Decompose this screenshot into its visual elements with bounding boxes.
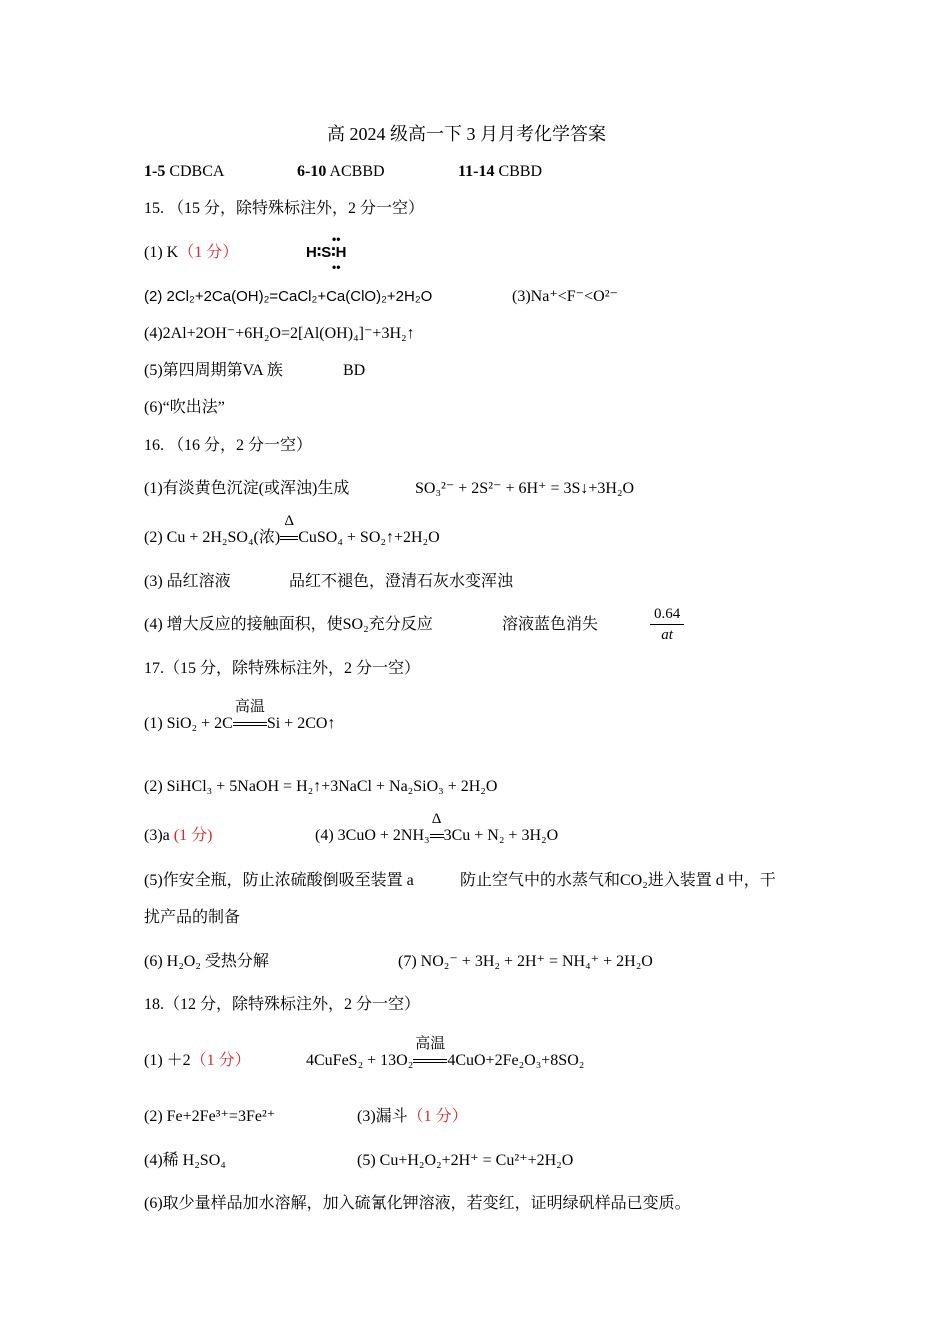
q18-part1	[144, 1051, 251, 1071]
q16-part1-b: SO₃²⁻ + 2S²⁻ + 6H⁺ = 3S↓+3H₂O	[415, 480, 635, 497]
q18-part4: (4)稀 H₂SO₄	[144, 1152, 226, 1169]
q15-part1	[144, 243, 238, 263]
q17-part5-a: (5)作安全瓶，防止浓硫酸倒吸至装置 a	[144, 872, 414, 889]
mc-group-2	[297, 162, 385, 182]
q17-part4-reactants: (4) 3CuO + 2NH₃	[315, 827, 430, 844]
mc-group-3-label: 11-14	[458, 163, 495, 180]
q15-part6: (6)“吹出法”	[144, 399, 225, 416]
equals-bar	[413, 1059, 447, 1063]
q16-part2-products: CuSO₄ + SO₂↑+2H₂O	[298, 529, 440, 546]
q18-header: 18.（12 分，除特殊标注外，2 分一空）	[144, 996, 421, 1013]
page-title: 高 2024 级高一下 3 月月考化学答案	[327, 124, 606, 144]
heat-symbol: Δ	[431, 811, 442, 827]
q17-header: 17.（15 分，除特殊标注外，2 分一空）	[144, 660, 421, 677]
q16-part3-b: 品红不褪色，澄清石灰水变浑浊	[289, 573, 514, 590]
equals-bar	[233, 722, 267, 726]
equals-bar	[280, 536, 298, 540]
q18-part3-answer: (3)漏斗	[357, 1108, 408, 1125]
high-temp-label: 高温	[234, 699, 265, 715]
q15-part5-b: BD	[343, 362, 366, 379]
q16-part4-a: (4) 增大反应的接触面积，使SO₂充分反应	[144, 616, 433, 633]
q17-part2: (2) SiHCl₃ + 5NaOH = H₂↑+3NaCl + Na₂SiO₃ + 2H₂O	[144, 778, 498, 795]
q18-part1-condition	[413, 1036, 447, 1071]
mc-group-1-label: 1-5	[144, 163, 166, 180]
q17-part3-answer: (3)a	[144, 827, 170, 844]
q18-part1-score: （1 分）	[190, 1052, 251, 1069]
q17-part1	[144, 699, 336, 734]
q15-part2: (2) 2Cl₂+2Ca(OH)₂=CaCl₂+Ca(ClO)₂+2H₂O	[144, 288, 433, 305]
q18-part1-reactants: 4CuFeS₂ + 13O₂	[306, 1052, 414, 1069]
heat-symbol: Δ	[284, 513, 295, 529]
lone-pair-bottom-icon: ••	[332, 260, 341, 274]
q17-part7: (7) NO₂⁻ + 3H₂ + 2H⁺ = NH₄⁺ + 2H₂O	[398, 953, 653, 970]
q17-part1-condition	[233, 699, 267, 734]
q17-part6: (6) H₂O₂ 受热分解	[144, 953, 269, 970]
fraction-denominator: at	[661, 627, 673, 643]
lone-pair-top-icon: ••	[332, 232, 341, 246]
q17-part3	[144, 826, 212, 846]
q16-part3-a: (3) 品红溶液	[144, 573, 231, 590]
q16-part2	[144, 513, 440, 548]
q16-part4-b: 溶液蓝色消失	[502, 616, 599, 633]
h2s-electron-formula	[306, 232, 347, 274]
q15-part1-score: （1 分）	[178, 244, 239, 261]
q17-part1-reactants: (1) SiO₂ + 2C	[144, 715, 233, 732]
q17-part1-products: Si + 2CO↑	[266, 715, 336, 732]
q16-part2-condition	[280, 513, 298, 548]
q15-part1-answer: (1) K	[144, 244, 179, 261]
mc-group-1	[144, 162, 224, 182]
q17-part4	[315, 811, 559, 846]
q17-part4-condition	[430, 811, 444, 846]
mc-group-3	[458, 162, 542, 182]
q16-part2-reactants: (2) Cu + 2H₂SO₄(浓)	[144, 529, 281, 546]
q18-part6: (6)取少量样品加水溶解，加入硫氰化钾溶液，若变红，证明绿矾样品已变质。	[144, 1195, 691, 1212]
q15-header: 15. （15 分，除特殊标注外，2 分一空）	[144, 200, 425, 217]
q18-part2: (2) Fe+2Fe³⁺=3Fe²⁺	[144, 1108, 276, 1125]
mc-group-1-answers: CDBCA	[165, 163, 225, 180]
q16-part4-fraction	[650, 604, 684, 645]
q18-part3	[357, 1107, 468, 1127]
mc-group-3-answers: CBBD	[494, 163, 543, 180]
q18-part5: (5) Cu+H₂O₂+2H⁺ = Cu²⁺+2H₂O	[357, 1152, 574, 1169]
q18-part1-equation	[306, 1036, 585, 1071]
equals-bar	[430, 834, 444, 838]
q16-header: 16. （16 分，2 分一空）	[144, 437, 313, 454]
q15-part5-a: (5)第四周期第VA 族	[144, 362, 283, 379]
q17-part5-b: 防止空气中的水蒸气和CO₂进入装置 d 中，干	[460, 872, 776, 889]
lewis-structure-text: H∶S∶H	[306, 244, 347, 261]
q15-part3: (3)Na⁺<F⁻<O²⁻	[512, 288, 618, 305]
fraction-numerator: 0.64	[650, 604, 684, 625]
q18-part1-products: 4CuO+2Fe₂O₃+8SO₂	[447, 1052, 585, 1069]
q16-part1-a: (1)有淡黄色沉淀(或浑浊)生成	[144, 480, 350, 497]
high-temp-label: 高温	[415, 1036, 446, 1052]
q18-part1-answer: (1) ＋2	[144, 1052, 191, 1069]
q17-part5-c: 扰产品的制备	[144, 909, 241, 926]
q18-part3-score: （1 分）	[407, 1108, 468, 1125]
mc-group-2-answers: ACBBD	[326, 163, 385, 180]
q17-part4-products: 3Cu + N₂ + 3H₂O	[443, 827, 559, 844]
q15-part4: (4)2Al+2OH⁻+6H₂O=2[Al(OH)₄]⁻+3H₂↑	[144, 325, 415, 342]
mc-group-2-label: 6-10	[297, 163, 327, 180]
q17-part3-score: (1 分)	[169, 827, 213, 844]
